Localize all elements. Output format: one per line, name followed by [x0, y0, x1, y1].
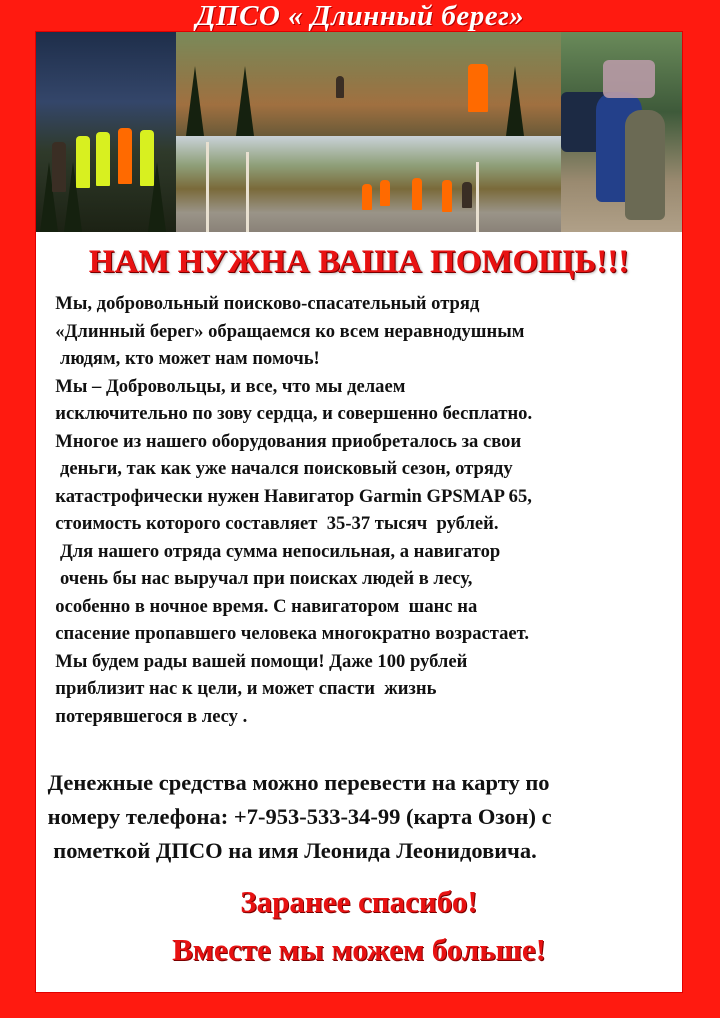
appeal-line: Мы, добровольный поисково-спасательный отряд — [46, 293, 480, 314]
rescued-person-photo — [561, 32, 682, 232]
appeal-line: потерявшегося в лесу . — [46, 705, 248, 727]
appeal-line: деньги, так как уже начался поисковый сезон, отряду — [46, 458, 513, 479]
appeal-line: стоимость которого составляет 35-37 тысяч рублей. — [46, 513, 499, 534]
appeal-text — [46, 290, 676, 730]
appeal-heading: НАМ НУЖНА ВАША ПОМОЩЬ!!! — [88, 244, 630, 280]
photo-collage — [36, 32, 682, 232]
appeal-line: приблизит нас к цели, и может спасти жизнь — [46, 678, 437, 699]
appeal-line: катастрофически нужен Навигатор Garmin GPSMAP 65, — [46, 485, 532, 507]
appeal-line: «Длинный берег» обращаемся ко всем неравнодушным — [46, 320, 525, 342]
appeal-line: спасение пропавшего человека многократно возрастает. — [46, 623, 530, 644]
donation-info — [42, 766, 678, 868]
field-search-photo — [176, 32, 561, 136]
appeal-line: очень бы нас выручал при поисках людей в лесу, — [46, 568, 473, 589]
poster-panel — [36, 32, 682, 992]
appeal-line: исключительно по зову сердца, и совершенно бесплатно. — [46, 403, 533, 424]
appeal-line: людям, кто может нам помочь! — [46, 348, 320, 369]
appeal-line: Мы будем рады вашей помощи! Даже 100 рублей — [46, 650, 468, 672]
appeal-line: особенно в ночное время. С навигатором шанс на — [46, 595, 478, 617]
appeal-line: Мы – Добровольцы, и все, что мы делаем — [46, 375, 406, 397]
together-slogan: Вместе мы можем больше! — [172, 932, 546, 967]
night-search-team-photo — [36, 32, 176, 232]
donation-line: пометкой ДПСО на имя Леонида Леонидовича. — [42, 838, 537, 863]
forest-road-team-photo — [176, 136, 561, 232]
donation-line: номеру телефона: +7-953-533-34-99 (карта Озон) с — [42, 804, 552, 829]
header-title: ДПСО « Длинный берег» — [195, 0, 525, 32]
donation-line: Денежные средства можно перевести на карту по — [42, 770, 550, 795]
thanks-text: Заранее спасибо! — [240, 884, 478, 919]
appeal-line: Многое из нашего оборудования приобреталось за свои — [46, 430, 522, 452]
appeal-line: Для нашего отряда сумма непосильная, а навигатор — [46, 540, 501, 562]
